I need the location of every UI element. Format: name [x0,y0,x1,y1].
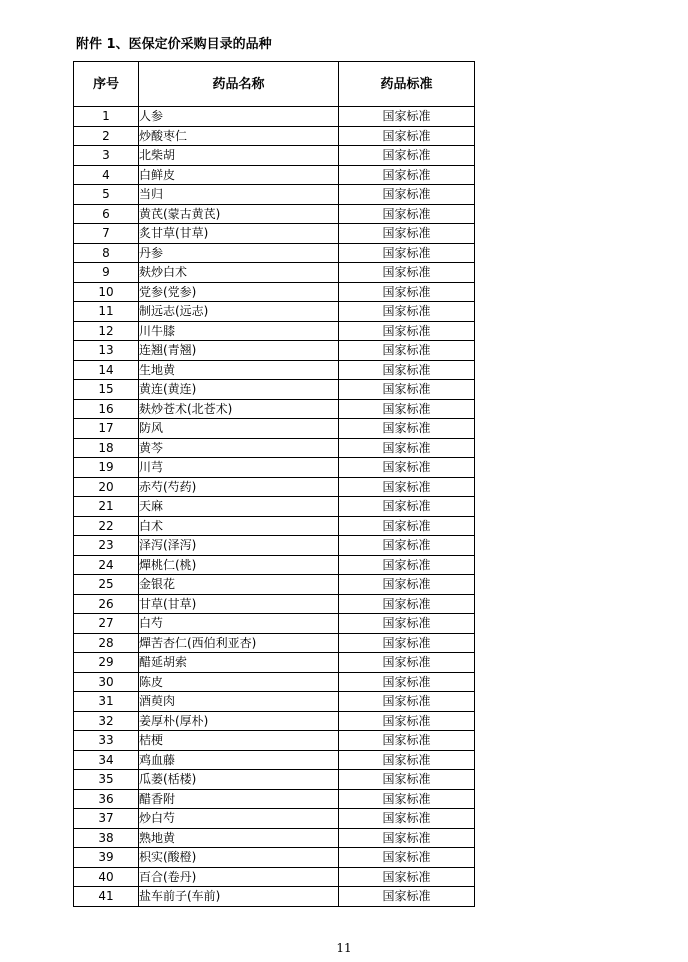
cell-drug-name: 川芎 [139,458,339,478]
table-row [74,828,475,848]
cell-serial-number: 22 [74,516,139,536]
cell-drug-standard: 国家标准 [339,204,475,224]
table-row [74,185,475,205]
cell-drug-standard: 国家标准 [339,770,475,790]
cell-drug-name: 党参(党参) [139,282,339,302]
cell-drug-standard: 国家标准 [339,477,475,497]
cell-drug-standard: 国家标准 [339,887,475,907]
cell-drug-standard: 国家标准 [339,263,475,283]
cell-drug-standard: 国家标准 [339,575,475,595]
cell-drug-name: 人参 [139,107,339,127]
cell-serial-number: 9 [74,263,139,283]
table-row [74,263,475,283]
cell-drug-standard: 国家标准 [339,224,475,244]
cell-drug-name: 黄芪(蒙古黄芪) [139,204,339,224]
table-row [74,594,475,614]
cell-serial-number: 21 [74,497,139,517]
table-row [74,146,475,166]
table-row [74,731,475,751]
table-row [74,633,475,653]
cell-drug-name: 盐车前子(车前) [139,887,339,907]
cell-drug-name: 熟地黄 [139,828,339,848]
cell-serial-number: 6 [74,204,139,224]
cell-drug-name: 黄芩 [139,438,339,458]
cell-drug-standard: 国家标准 [339,653,475,673]
table-row [74,692,475,712]
cell-drug-standard: 国家标准 [339,672,475,692]
cell-drug-standard: 国家标准 [339,809,475,829]
cell-serial-number: 13 [74,341,139,361]
cell-drug-standard: 国家标准 [339,711,475,731]
cell-drug-name: 甘草(甘草) [139,594,339,614]
cell-drug-name: 姜厚朴(厚朴) [139,711,339,731]
table-row [74,809,475,829]
cell-drug-name: 川牛膝 [139,321,339,341]
cell-drug-standard: 国家标准 [339,750,475,770]
table-row [74,555,475,575]
cell-drug-name: 连翘(青翘) [139,341,339,361]
cell-serial-number: 2 [74,126,139,146]
cell-drug-name: 燀桃仁(桃) [139,555,339,575]
table-row [74,516,475,536]
cell-drug-name: 鸡血藤 [139,750,339,770]
cell-drug-standard: 国家标准 [339,399,475,419]
table-row [74,204,475,224]
table-row [74,321,475,341]
cell-serial-number: 12 [74,321,139,341]
cell-drug-name: 炙甘草(甘草) [139,224,339,244]
page-number: 11 [336,941,352,955]
cell-drug-standard: 国家标准 [339,614,475,634]
cell-serial-number: 36 [74,789,139,809]
cell-drug-name: 瓜蒌(栝楼) [139,770,339,790]
cell-drug-name: 白鲜皮 [139,165,339,185]
table-row [74,165,475,185]
cell-drug-name: 丹参 [139,243,339,263]
cell-drug-name: 黄连(黄连) [139,380,339,400]
cell-serial-number: 4 [74,165,139,185]
cell-drug-name: 白术 [139,516,339,536]
cell-drug-standard: 国家标准 [339,419,475,439]
cell-drug-standard: 国家标准 [339,536,475,556]
cell-drug-standard: 国家标准 [339,497,475,517]
table-row [74,282,475,302]
header-serial-number: 序号 [74,62,139,107]
cell-serial-number: 8 [74,243,139,263]
cell-drug-name: 生地黄 [139,360,339,380]
table-header-row [74,62,475,107]
cell-serial-number: 3 [74,146,139,166]
table-row [74,536,475,556]
table-row [74,653,475,673]
cell-drug-name: 麸炒白术 [139,263,339,283]
cell-drug-name: 枳实(酸橙) [139,848,339,868]
table-row [74,438,475,458]
cell-serial-number: 34 [74,750,139,770]
cell-serial-number: 20 [74,477,139,497]
cell-drug-standard: 国家标准 [339,341,475,361]
table-row [74,380,475,400]
cell-serial-number: 7 [74,224,139,244]
cell-serial-number: 28 [74,633,139,653]
table-row [74,419,475,439]
table-row [74,789,475,809]
cell-drug-name: 白芍 [139,614,339,634]
cell-drug-standard: 国家标准 [339,438,475,458]
cell-drug-name: 制远志(远志) [139,302,339,322]
cell-serial-number: 14 [74,360,139,380]
table-row [74,243,475,263]
cell-serial-number: 1 [74,107,139,127]
table-row [74,711,475,731]
cell-serial-number: 37 [74,809,139,829]
cell-drug-name: 醋延胡索 [139,653,339,673]
cell-drug-standard: 国家标准 [339,185,475,205]
cell-serial-number: 25 [74,575,139,595]
cell-drug-standard: 国家标准 [339,731,475,751]
cell-serial-number: 11 [74,302,139,322]
cell-drug-standard: 国家标准 [339,126,475,146]
cell-serial-number: 41 [74,887,139,907]
cell-serial-number: 31 [74,692,139,712]
cell-drug-name: 醋香附 [139,789,339,809]
cell-drug-name: 北柴胡 [139,146,339,166]
cell-serial-number: 15 [74,380,139,400]
table-row [74,399,475,419]
cell-drug-standard: 国家标准 [339,516,475,536]
cell-drug-standard: 国家标准 [339,302,475,322]
table-row [74,887,475,907]
cell-serial-number: 27 [74,614,139,634]
cell-drug-standard: 国家标准 [339,243,475,263]
cell-serial-number: 18 [74,438,139,458]
table-row [74,867,475,887]
cell-serial-number: 24 [74,555,139,575]
cell-serial-number: 26 [74,594,139,614]
cell-drug-name: 炒白芍 [139,809,339,829]
cell-serial-number: 19 [74,458,139,478]
cell-serial-number: 16 [74,399,139,419]
document-heading: 附件 1、医保定价采购目录的品种 [76,37,272,52]
cell-drug-standard: 国家标准 [339,867,475,887]
header-drug-standard: 药品标准 [339,62,475,107]
table-row [74,126,475,146]
table-body [74,107,475,907]
cell-serial-number: 40 [74,867,139,887]
cell-drug-standard: 国家标准 [339,107,475,127]
cell-drug-name: 陈皮 [139,672,339,692]
cell-serial-number: 35 [74,770,139,790]
table-row [74,341,475,361]
table-row [74,107,475,127]
cell-serial-number: 5 [74,185,139,205]
cell-drug-name: 酒萸肉 [139,692,339,712]
cell-serial-number: 39 [74,848,139,868]
cell-serial-number: 32 [74,711,139,731]
cell-drug-standard: 国家标准 [339,282,475,302]
cell-drug-name: 天麻 [139,497,339,517]
cell-drug-standard: 国家标准 [339,146,475,166]
cell-drug-name: 炒酸枣仁 [139,126,339,146]
cell-drug-standard: 国家标准 [339,165,475,185]
cell-serial-number: 10 [74,282,139,302]
cell-drug-standard: 国家标准 [339,555,475,575]
cell-serial-number: 38 [74,828,139,848]
cell-serial-number: 23 [74,536,139,556]
cell-drug-standard: 国家标准 [339,633,475,653]
cell-drug-name: 麸炒苍术(北苍术) [139,399,339,419]
table-row [74,360,475,380]
cell-drug-name: 泽泻(泽泻) [139,536,339,556]
table-row [74,458,475,478]
cell-drug-name: 金银花 [139,575,339,595]
cell-drug-name: 燀苦杏仁(西伯利亚杏) [139,633,339,653]
header-drug-name: 药品名称 [139,62,339,107]
table-row [74,477,475,497]
cell-drug-name: 百合(卷丹) [139,867,339,887]
cell-drug-name: 防风 [139,419,339,439]
cell-serial-number: 17 [74,419,139,439]
table-row [74,672,475,692]
cell-drug-standard: 国家标准 [339,458,475,478]
cell-serial-number: 29 [74,653,139,673]
cell-drug-standard: 国家标准 [339,360,475,380]
table-row [74,848,475,868]
cell-drug-standard: 国家标准 [339,321,475,341]
cell-serial-number: 30 [74,672,139,692]
cell-drug-standard: 国家标准 [339,848,475,868]
cell-drug-standard: 国家标准 [339,594,475,614]
table-row [74,302,475,322]
table-row [74,770,475,790]
cell-drug-standard: 国家标准 [339,380,475,400]
table-row [74,224,475,244]
drug-catalog-table [73,61,475,907]
table-row [74,497,475,517]
table-row [74,750,475,770]
cell-drug-name: 当归 [139,185,339,205]
cell-serial-number: 33 [74,731,139,751]
cell-drug-name: 赤芍(芍药) [139,477,339,497]
cell-drug-standard: 国家标准 [339,789,475,809]
table-row [74,614,475,634]
table-row [74,575,475,595]
cell-drug-name: 桔梗 [139,731,339,751]
cell-drug-standard: 国家标准 [339,828,475,848]
cell-drug-standard: 国家标准 [339,692,475,712]
